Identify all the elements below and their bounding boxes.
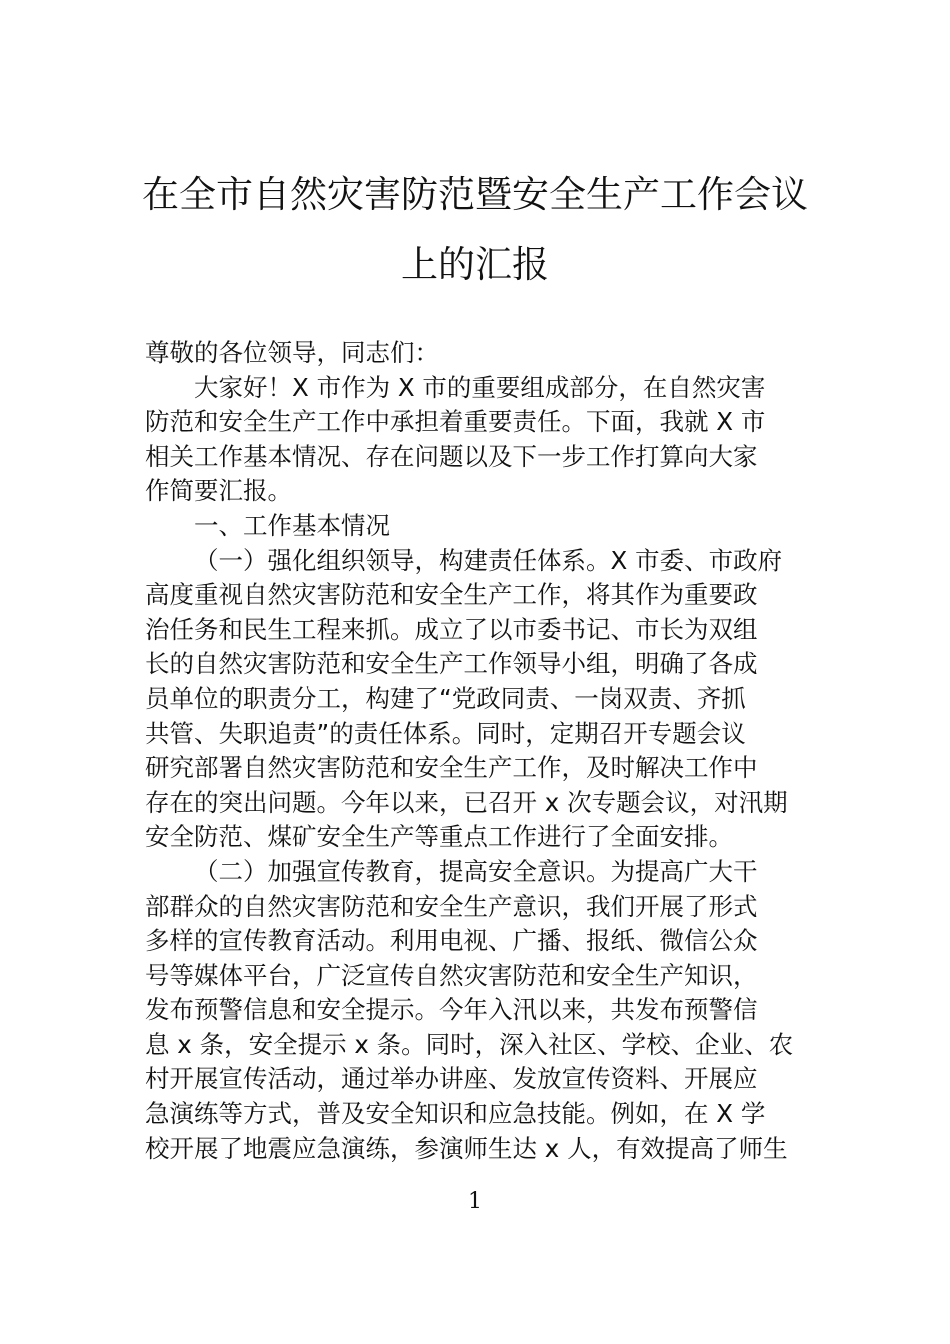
body-line: 急演练等方式，普及安全知识和应急技能。例如，在 X 学 [145, 1099, 766, 1129]
body-line: 员单位的职责分工，构建了“党政同责、一岗双责、齐抓 [145, 683, 746, 713]
body-line: 共管、失职追责”的责任体系。同时，定期召开专题会议 [145, 718, 746, 748]
body-line: 相关工作基本情况、存在问题以及下一步工作打算向大家 [145, 441, 758, 471]
body-line: 安全防范、煤矿安全生产等重点工作进行了全面安排。 [145, 822, 733, 852]
section-heading: 一、工作基本情况 [194, 510, 390, 540]
body-line: 存在的突出问题。今年以来，已召开 x 次专题会议，对汛期 [145, 787, 788, 817]
body-line: 高度重视自然灾害防范和安全生产工作，将其作为重要政 [145, 580, 758, 610]
body-line: 校开展了地震应急演练，参演师生达 x 人，有效提高了师生 [145, 1133, 788, 1163]
body-line: 大家好！X 市作为 X 市的重要组成部分，在自然灾害 [194, 372, 766, 402]
body-line: 多样的宣传教育活动。利用电视、广播、报纸、微信公众 [145, 926, 758, 956]
body-line: 发布预警信息和安全提示。今年入汛以来，共发布预警信 [145, 995, 758, 1025]
document-body [145, 336, 810, 1166]
body-line: 号等媒体平台，广泛宣传自然灾害防范和安全生产知识， [145, 960, 758, 990]
body-line: 防范和安全生产工作中承担着重要责任。下面，我就 X 市 [145, 407, 766, 437]
body-line: 研究部署自然灾害防范和安全生产工作，及时解决工作中 [145, 753, 758, 783]
body-line: 长的自然灾害防范和安全生产工作领导小组，明确了各成 [145, 649, 758, 679]
page-number: 1 [468, 1189, 482, 1214]
body-line: 作简要汇报。 [145, 476, 292, 506]
body-line: （二）加强宣传教育，提高安全意识。为提高广大干 [194, 856, 758, 886]
body-line: 息 x 条，安全提示 x 条。同时，深入社区、学校、企业、农 [145, 1029, 794, 1059]
document-title-line-1: 在全市自然灾害防范暨安全生产工作会议 [142, 173, 808, 216]
body-line: 村开展宣传活动，通过举办讲座、发放宣传资料、开展应 [145, 1064, 758, 1094]
document-title-line-2: 上的汇报 [401, 243, 549, 286]
body-line: （一）强化组织领导，构建责任体系。X 市委、市政府 [194, 545, 783, 575]
body-line: 部群众的自然灾害防范和安全生产意识，我们开展了形式 [145, 891, 758, 921]
body-line: 治任务和民生工程来抓。成立了以市委书记、市长为双组 [145, 614, 758, 644]
salutation: 尊敬的各位领导，同志们： [145, 338, 439, 367]
